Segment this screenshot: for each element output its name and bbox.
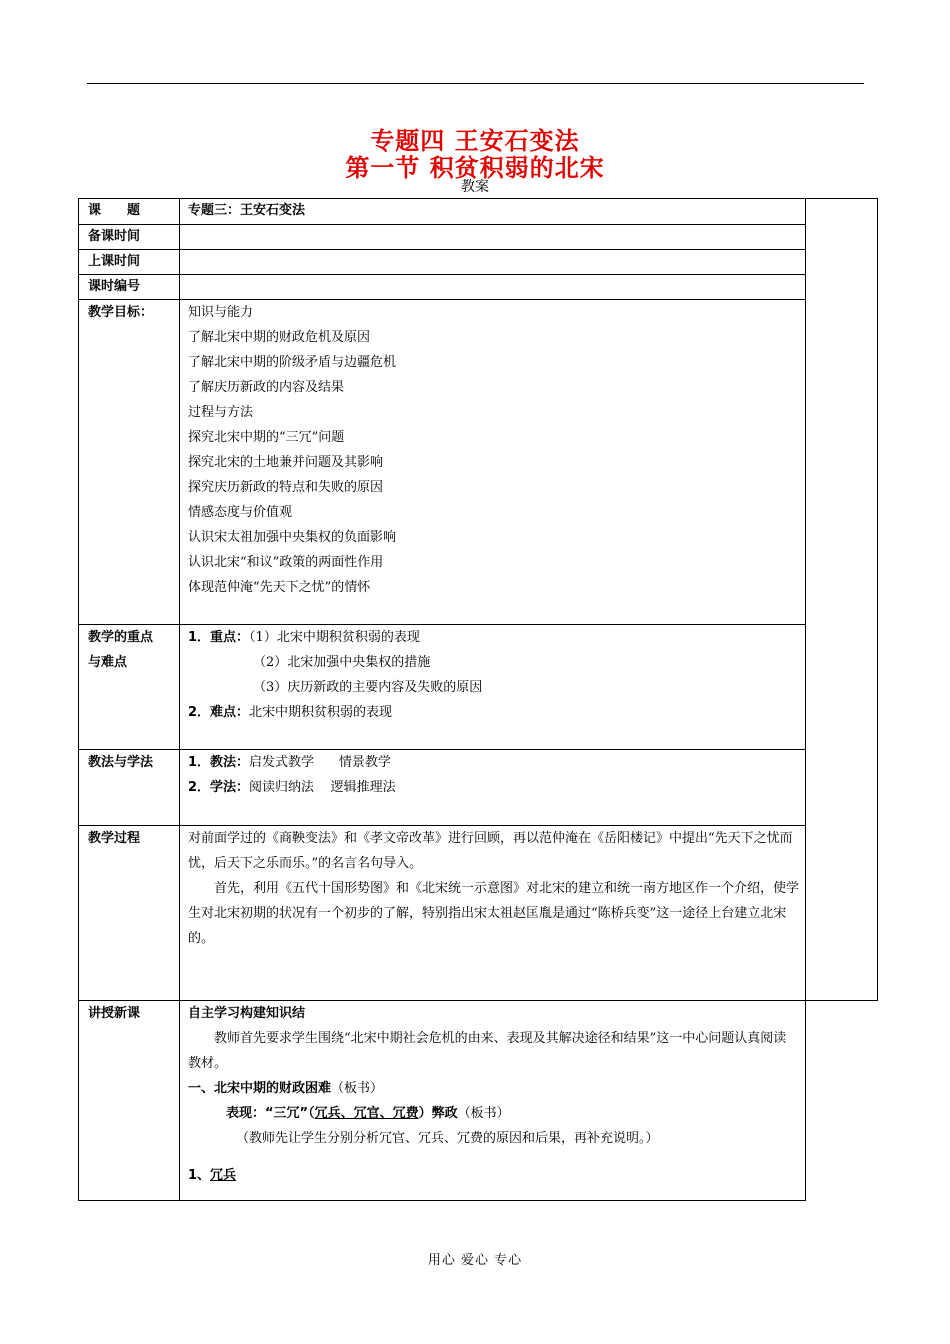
- label-lesson-number: 课时编号: [79, 275, 180, 300]
- key-item: （2）北宋加强中央集权的措施: [253, 655, 431, 671]
- goal-line: 体现范仲淹“先天下之忧”的情怀: [188, 580, 371, 596]
- key-item: （1）北宋中期积贫积弱的表现: [249, 630, 420, 646]
- value-prep-time: [180, 225, 806, 250]
- new-lesson-intro: 教师首先要求学生围绕“北宋中期社会危机的由来、表现及其解决途径和结果”这一中心问题认真阅读教材。: [188, 1030, 787, 1071]
- teaching-goals: [180, 300, 806, 625]
- page-footer: 用心 爱心 专心: [427, 1253, 523, 1268]
- section-heading: 一、北宋中期的财政困难: [188, 1080, 332, 1096]
- methods: [180, 750, 806, 825]
- goal-line: 探究庆历新政的特点和失败的原因: [188, 480, 384, 496]
- margin-column: [806, 199, 878, 1001]
- label-prep-time: 备课时间: [79, 225, 180, 250]
- item-number: 1、: [188, 1167, 211, 1183]
- performance-items: 冗兵、冗官、冗费: [314, 1105, 419, 1121]
- item-title: 冗兵: [210, 1167, 237, 1183]
- key-points: [180, 625, 806, 750]
- lesson-plan-table: [78, 198, 878, 1201]
- label-methods: 教法与学法: [79, 750, 180, 825]
- teaching-process: [180, 825, 806, 1000]
- goal-line: 探究北宋的土地兼并问题及其影响: [188, 455, 384, 471]
- learn-method-prefix: 2．学法：: [188, 780, 250, 796]
- goal-line: 探究北宋中期的“三冗”问题: [188, 430, 345, 446]
- section-title: 第一节 积贫积弱的北宋: [345, 154, 605, 182]
- label-teaching-process: 教学过程: [79, 825, 180, 1000]
- goal-line: 认识宋太祖加强中央集权的负面影响: [188, 530, 397, 546]
- teacher-note: （教师先让学生分别分析冗官、冗兵、冗费的原因和后果，再补充说明。）: [236, 1130, 659, 1146]
- key-prefix: 1．重点：: [188, 630, 250, 646]
- label-class-time: 上课时间: [79, 250, 180, 275]
- section-note: （板书）: [331, 1080, 384, 1096]
- label-topic: 课 题: [79, 199, 180, 225]
- value-class-time: [180, 250, 806, 275]
- header-rule: [87, 83, 864, 84]
- goal-line: 过程与方法: [188, 405, 254, 421]
- value-lesson-number: [180, 275, 806, 300]
- process-paragraph: 对前面学过的《商鞅变法》和《孝文帝改革》进行回顾，再以范仲淹在《岳阳楼记》中提出“先天下之忧而忧，后天下之乐而乐。”的名言名句导入。: [188, 830, 793, 871]
- label-key-points: 教学的重点 与难点: [79, 625, 180, 750]
- performance-prefix: 表现：“三冗”（: [226, 1105, 315, 1121]
- teach-method-prefix: 1．教法：: [188, 755, 250, 771]
- difficult-prefix: 2．难点：: [188, 705, 250, 721]
- document-title: 专题四 王安石变法: [370, 127, 580, 155]
- new-lesson: [180, 1000, 806, 1200]
- goal-line: 情感态度与价值观: [188, 505, 293, 521]
- goal-line: 知识与能力: [188, 305, 254, 321]
- document-subtitle: 教案: [461, 179, 489, 195]
- difficult-text: 北宋中期积贫积弱的表现: [249, 705, 393, 721]
- process-paragraph: 首先，利用《五代十国形势图》和《北宋统一示意图》对北宋的建立和统一南方地区作一个介绍，使学生对北宋初期的状况有一个初步的了解，特别指出宋太祖赵匡胤是通过“陈桥兵变”这一途径上台建立北宋的。: [188, 880, 800, 946]
- new-lesson-heading: 自主学习构建知识结: [188, 1005, 306, 1021]
- goal-line: 了解北宋中期的阶级矛盾与边疆危机: [188, 355, 397, 371]
- performance-note: （板书）: [457, 1105, 510, 1121]
- learn-method-text: 阅读归纳法 逻辑推理法: [249, 780, 396, 796]
- goal-line: 了解北宋中期的财政危机及原因: [188, 330, 371, 346]
- goal-line: 认识北宋“和议”政策的两面性作用: [188, 555, 384, 571]
- label-teaching-goals: 教学目标：: [79, 300, 180, 625]
- teach-method-text: 启发式教学 情景教学: [249, 755, 391, 771]
- goal-line: 了解庆历新政的内容及结果: [188, 380, 345, 396]
- label-new-lesson: 讲授新课: [79, 1000, 180, 1200]
- performance-suffix: ）弊政: [418, 1105, 458, 1121]
- value-topic: 专题三：王安石变法: [180, 199, 806, 225]
- key-item: （3）庆历新政的主要内容及失败的原因: [253, 680, 483, 696]
